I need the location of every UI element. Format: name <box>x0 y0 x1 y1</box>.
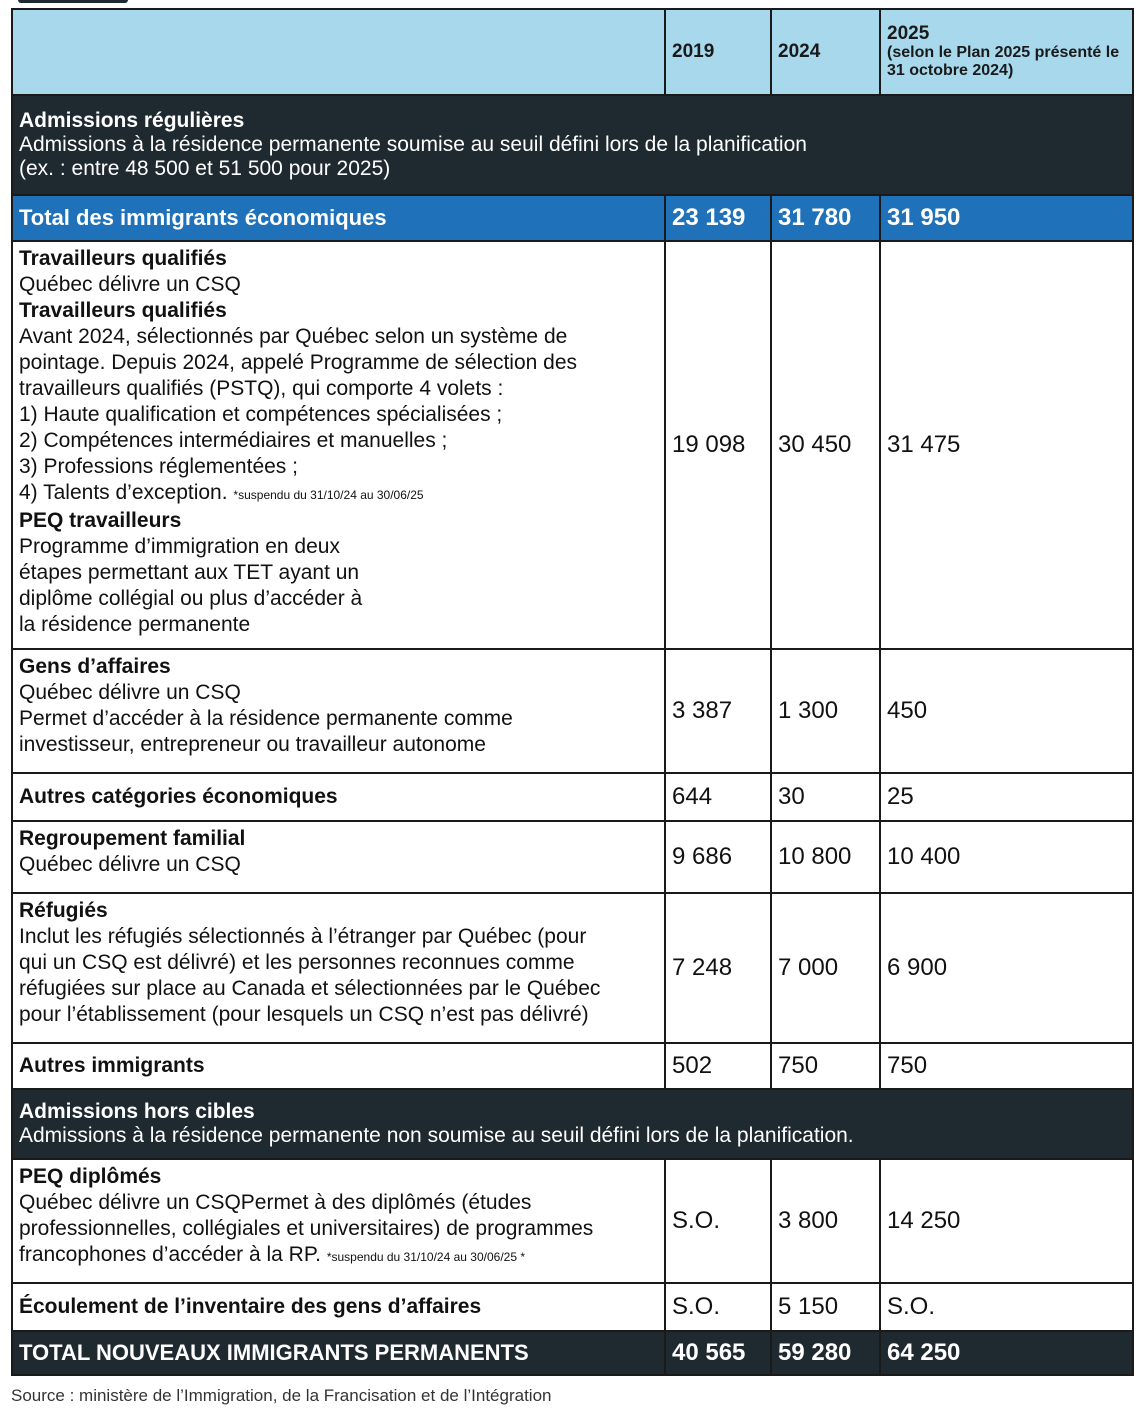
row-label: Travailleurs qualifiés Québec délivre un CSQ Travailleurs qualifiés Avant 2024, sélectionnés par Québec selon un système de pointage. Depuis 2024, appelé Programme de sélection des travailleurs qualifiés (PSTQ), qui comporte 4 volets : 1) Haute qualification et compétences spécialisées ; 2) Compétences intermédiaires et manuelles ; 3) Professions réglementées ; 4) Talents d’exception. *suspendu du 31/10/24 au 30/06/25 PEQ travailleurs Programme d’immigration en deux étapes permettant aux TET ayant un diplôme collégial ou plus d’accéder à la résidence permanente <box>12 241 665 649</box>
source-note: Source : ministère de l’Immigration, de la Francisation et de l’Intégration <box>11 1386 552 1405</box>
row-label: TOTAL NOUVEAUX IMMIGRANTS PERMANENTS <box>12 1331 665 1375</box>
value-2025: 750 <box>880 1043 1133 1089</box>
value-2024: 3 800 <box>771 1159 880 1283</box>
row-label: Écoulement de l’inventaire des gens d’affaires <box>12 1283 665 1331</box>
row-label: Réfugiés Inclut les réfugiés sélectionnés à l’étranger par Québec (pour qui un CSQ est délivré) et les personnes reconnues comme réfugiées sur place au Canada et sélectionnées par le Québec pour l’établissement (pour lesquels un CSQ n’est pas délivré) <box>12 893 665 1043</box>
other-immigrants-row <box>12 1043 1133 1089</box>
peq-graduates-row <box>12 1159 1133 1283</box>
value-2019: 9 686 <box>665 821 771 893</box>
value-2019: 7 248 <box>665 893 771 1043</box>
header-2019: 2019 <box>665 9 771 95</box>
header-2025 <box>880 9 1133 95</box>
value-2019: S.O. <box>665 1283 771 1331</box>
header-2025-year: 2025 <box>887 22 930 44</box>
header-2024: 2024 <box>771 9 880 95</box>
immigration-table <box>11 8 1134 1376</box>
top-tab-marker <box>18 0 128 3</box>
section-regular-admissions <box>12 95 1133 195</box>
value-2025: 10 400 <box>880 821 1133 893</box>
value-2024: 7 000 <box>771 893 880 1043</box>
skilled-workers-row <box>12 241 1133 649</box>
value-2019: 3 387 <box>665 649 771 773</box>
value-2024: 59 280 <box>771 1331 880 1375</box>
section-title: Admissions régulières <box>19 109 245 132</box>
row-label: Total des immigrants économiques <box>12 195 665 241</box>
value-2019: 23 139 <box>665 195 771 241</box>
value-2024: 30 450 <box>771 241 880 649</box>
section-desc: Admissions à la résidence permanente non soumise au seuil défini lors de la planification. <box>19 1124 854 1147</box>
footnote: *suspendu du 31/10/24 au 30/06/25 * <box>326 1250 525 1264</box>
other-economic-row <box>12 773 1133 821</box>
row-label: Autres immigrants <box>12 1043 665 1089</box>
value-2025: 14 250 <box>880 1159 1133 1283</box>
value-2019: 644 <box>665 773 771 821</box>
value-2024: 30 <box>771 773 880 821</box>
row-label: Gens d’affaires Québec délivre un CSQ Permet d’accéder à la résidence permanente comme investisseur, entrepreneur ou travailleur autonome <box>12 649 665 773</box>
section-desc-line1: Admissions à la résidence permanente soumise au seuil défini lors de la planification <box>19 133 807 156</box>
grand-total-row <box>12 1331 1133 1375</box>
value-2019: 502 <box>665 1043 771 1089</box>
section-desc-line2: (ex. : entre 48 500 et 51 500 pour 2025) <box>19 157 391 180</box>
value-2025: 31 950 <box>880 195 1133 241</box>
value-2025: 64 250 <box>880 1331 1133 1375</box>
row-label: Regroupement familial Québec délivre un CSQ <box>12 821 665 893</box>
value-2019: 19 098 <box>665 241 771 649</box>
value-2019: 40 565 <box>665 1331 771 1375</box>
header-row <box>12 9 1133 95</box>
row-label: PEQ diplômés Québec délivre un CSQPermet à des diplômés (études professionnelles, collégiales et universitaires) de programmes francophones d’accéder à la RP. *suspendu du 31/10/24 au 30/06/25 * <box>12 1159 665 1283</box>
value-2025: 6 900 <box>880 893 1133 1043</box>
value-2025: S.O. <box>880 1283 1133 1331</box>
value-2024: 31 780 <box>771 195 880 241</box>
row-label: Autres catégories économiques <box>12 773 665 821</box>
business-row <box>12 649 1133 773</box>
section-title: Admissions hors cibles <box>19 1100 255 1123</box>
value-2025: 25 <box>880 773 1133 821</box>
value-2025: 450 <box>880 649 1133 773</box>
value-2024: 5 150 <box>771 1283 880 1331</box>
footnote: *suspendu du 31/10/24 au 30/06/25 <box>233 488 424 502</box>
header-blank <box>12 9 665 95</box>
total-economic-row <box>12 195 1133 241</box>
value-2019: S.O. <box>665 1159 771 1283</box>
refugees-row <box>12 893 1133 1043</box>
value-2024: 10 800 <box>771 821 880 893</box>
value-2024: 750 <box>771 1043 880 1089</box>
family-row <box>12 821 1133 893</box>
header-2025-note: (selon le Plan 2025 présenté le 31 octobre 2024) <box>887 43 1120 79</box>
value-2024: 1 300 <box>771 649 880 773</box>
value-2025: 31 475 <box>880 241 1133 649</box>
business-inventory-row <box>12 1283 1133 1331</box>
section-offtarget-admissions <box>12 1089 1133 1159</box>
